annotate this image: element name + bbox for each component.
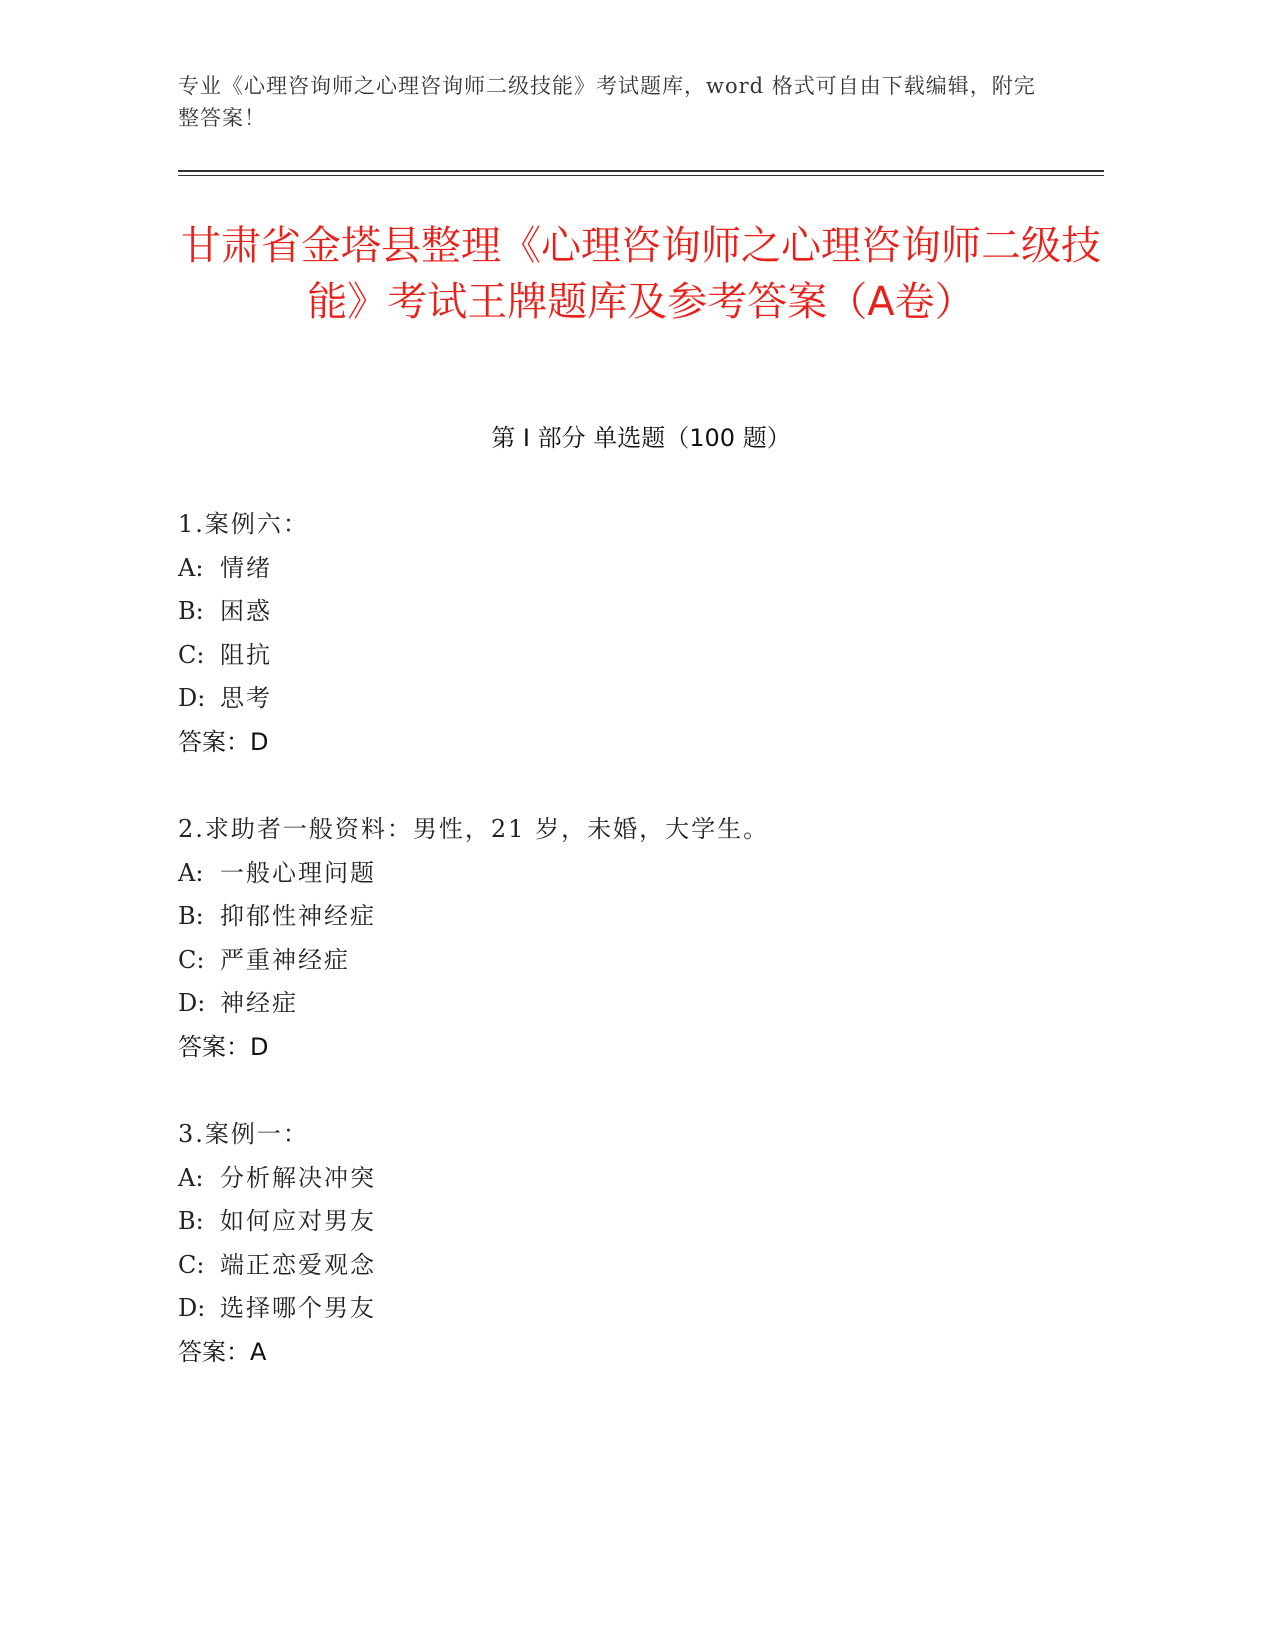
option-label: A: — [178, 1163, 204, 1192]
option-label: B: — [178, 1207, 204, 1235]
header-note: 专业《心理咨询师之心理咨询师二级技能》考试题库，word 格式可自由下载编辑，附完整答案！ — [178, 74, 1036, 130]
answer: 答案：D — [178, 1032, 269, 1061]
option-text: 如何应对男友 — [220, 1207, 376, 1235]
option-text: 一般心理问题 — [220, 858, 376, 887]
option-text: 神经症 — [220, 989, 298, 1017]
question-stem: 2.求助者一般资料：男性，21 岁，未婚，大学生。 — [178, 815, 770, 843]
question-2 — [178, 808, 1104, 1069]
option-label: B: — [178, 597, 204, 625]
option-label: C: — [178, 640, 205, 669]
question-1 — [178, 503, 1104, 764]
option-label: B: — [178, 902, 204, 930]
option-text: 阻抗 — [220, 640, 272, 669]
question-stem: 1.案例六： — [178, 510, 309, 538]
option-label: A: — [178, 553, 204, 582]
option-b — [178, 1200, 1104, 1244]
option-a — [178, 852, 1104, 896]
option-d — [178, 677, 1104, 721]
option-text: 情绪 — [220, 553, 272, 582]
option-c — [178, 939, 1104, 983]
option-text: 分析解决冲突 — [220, 1163, 376, 1192]
option-text: 严重神经症 — [220, 945, 350, 974]
option-label: D: — [178, 989, 206, 1017]
option-label: C: — [178, 945, 205, 974]
option-b — [178, 590, 1104, 634]
option-a — [178, 1157, 1104, 1201]
header-rule-thin — [178, 175, 1104, 176]
option-c — [178, 634, 1104, 678]
question-stem: 3.案例一： — [178, 1120, 309, 1148]
option-text: 选择哪个男友 — [220, 1294, 376, 1322]
option-label: D: — [178, 684, 206, 712]
option-a — [178, 547, 1104, 591]
option-text: 困惑 — [220, 597, 272, 625]
option-label: C: — [178, 1250, 205, 1279]
section-title: 第 I 部分 单选题（100 题） — [491, 424, 791, 452]
option-label: D: — [178, 1294, 206, 1322]
question-3 — [178, 1113, 1104, 1374]
option-d — [178, 982, 1104, 1026]
option-b — [178, 895, 1104, 939]
header-rule-thick — [178, 170, 1104, 172]
answer: 答案：A — [178, 1337, 267, 1366]
option-text: 端正恋爱观念 — [220, 1250, 376, 1279]
document-title: 甘肃省金塔县整理《心理咨询师之心理咨询师二级技能》考试王牌题库及参考答案（A卷） — [181, 223, 1101, 325]
option-c — [178, 1244, 1104, 1288]
option-label: A: — [178, 858, 204, 887]
option-text: 抑郁性神经症 — [220, 902, 376, 930]
answer: 答案：D — [178, 727, 269, 756]
option-text: 思考 — [220, 684, 272, 712]
option-d — [178, 1287, 1104, 1331]
